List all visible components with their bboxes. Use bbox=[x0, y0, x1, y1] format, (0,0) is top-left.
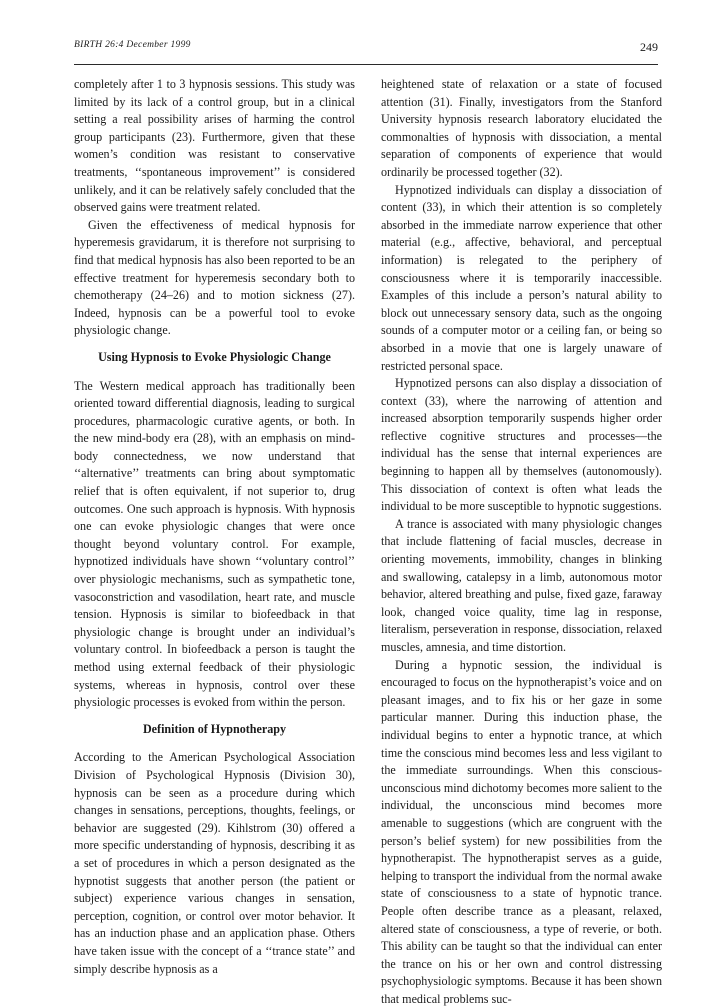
paragraph: Hypnotized individuals can display a dissociation of content (33), in which their attention is so completely absorbed in the immediate narrow experience that other material (e.g., affective, behavioral, and perceptual information) is relegated to the periphery of consciousness where it is temporarily inaccessible. Examples of this include a person’s natural ability to block out unnecessary sensory data, such as the ongoing sounds of a computer motor or a ceiling fan, or being so absorbed in a movie that one is largely unaware of restricted personal space. bbox=[381, 182, 662, 373]
right-column bbox=[381, 76, 662, 1008]
header-rule bbox=[74, 64, 658, 65]
section-heading: Using Hypnosis to Evoke Physiologic Change bbox=[98, 349, 331, 364]
paragraph: heightened state of relaxation or a state of focused attention (31). Finally, investigators from the Stanford University hypnosis research laboratory elucidated the commonalties of hypnosis with dissociation, a mental separation of components of experience that would ordinarily be processed together (32). bbox=[381, 77, 662, 179]
paragraph: A trance is associated with many physiologic changes that include flattening of facial muscles, decrease in orienting movements, immobility, changes in blinking and swallowing, catalepsy in a limb, autonomous motor behavior, altered breathing and pulse, fixed gaze, faraway look, changed voice quality, time lag in response, literalism, perseveration in response, dissociation, relaxed muscles, amnesia, and time distortion. bbox=[381, 516, 662, 654]
page-number: 249 bbox=[640, 40, 658, 54]
paragraph: During a hypnotic session, the individual is encouraged to focus on the hypnotherapist’s voice and on pleasant images, and to fix his or her gaze in some particular manner. During this induction phase, the individual begins to enter a hypnotic trance, at which time the conscious mind becomes less and less vigilant to the immediate surroundings. When this conscious-unconscious mind dichotomy becomes more salient to the individual, the unconscious mind becomes more amenable to suggestions (which are congruent with the person’s belief system) for new possibilities from the hypnotherapist. The hypnotherapist serves as a guide, helping to transport the individual from the normal awake state of consciousness to a state of hypnotic trance. People often describe trance as a pleasant, relaxed, altered state of consciousness, a type of reverie, or both. This ability can be taught so that the individual can enter the trance on his or her own and control distressing psychophysiologic symptoms. Because it has been shown that medical problems suc- bbox=[381, 657, 662, 1006]
left-column bbox=[74, 76, 355, 978]
paragraph: Given the effectiveness of medical hypnosis for hyperemesis gravidarum, it is therefore not surprising to find that medical hypnosis has also been reported to be an effective treatment for hyperemesis secondary both to chemotherapy (24–26) and to motion sickness (27). Indeed, hypnosis can be a powerful tool to evoke physiologic change. bbox=[74, 217, 355, 338]
running-head: BIRTH 26:4 December 1999 bbox=[74, 40, 191, 50]
paragraph: completely after 1 to 3 hypnosis sessions. This study was limited by its lack of a control group, but in a clinical setting a real possibility arises of harming the control group participants (23). Furthermore, given that these women’s condition was resistant to conservative treatments, ‘‘spontaneous improvement’’ is considered unlikely, and it can be relatively safely concluded that the observed gains were treatment related. bbox=[74, 77, 355, 215]
paragraph: Hypnotized persons can also display a dissociation of context (33), where the narrowing of attention and increased absorption temporarily suspends higher order reflective cognitive structures and processes—the individual has the sense that internal experiences are beginning to happen all by themselves (autonomously). This dissociation of context is often what leads the individual to be more susceptible to hypnotic suggestions. bbox=[381, 376, 662, 514]
section-heading: Definition of Hypnotherapy bbox=[142, 721, 287, 736]
paragraph: The Western medical approach has traditionally been oriented toward differential diagnosis, leading to surgical procedures, pharmacologic curative agents, or both. In the new mind-body era (28), with an emphasis on mind-body connectedness, we now understand that ‘‘alternative’’ treatments can bring about symptomatic relief that is often equivalent, if not superior to, drug outcomes. One such approach is hypnosis. With hypnosis one can evoke physiologic changes that were once thought beyond voluntary control. For example, hypnotized individuals have shown ‘‘voluntary control’’ over physiologic mechanisms, such as sympathetic tone, vasoconstriction and vasodilation, heart rate, and muscle tension. Hypnosis is similar to biofeedback in that physiologic change is brought under an individual’s voluntary control. In biofeedback a person is taught the method using external feedback of their physiologic systems, whereas in hypnosis, control over these physiologic processes is evoked from within the person. bbox=[74, 378, 355, 710]
paragraph: According to the American Psychological Association Division of Psychological Hypnosis (Division 30), hypnosis can be seen as a procedure during which changes in sensations, perceptions, thoughts, feelings, or behavior are suggested (29). Kihlstrom (30) offered a more specific understanding of hypnosis, describing it as a set of procedures in which a person designated as the hypnotist suggests that another person (the patient or subject) experience various changes in sensation, perception, cognition, or control over motor behavior. It has an induction phase and an application phase. Others have taken issue with the concept of a ‘‘trance state’’ and simply describe hypnosis as a bbox=[74, 750, 355, 976]
